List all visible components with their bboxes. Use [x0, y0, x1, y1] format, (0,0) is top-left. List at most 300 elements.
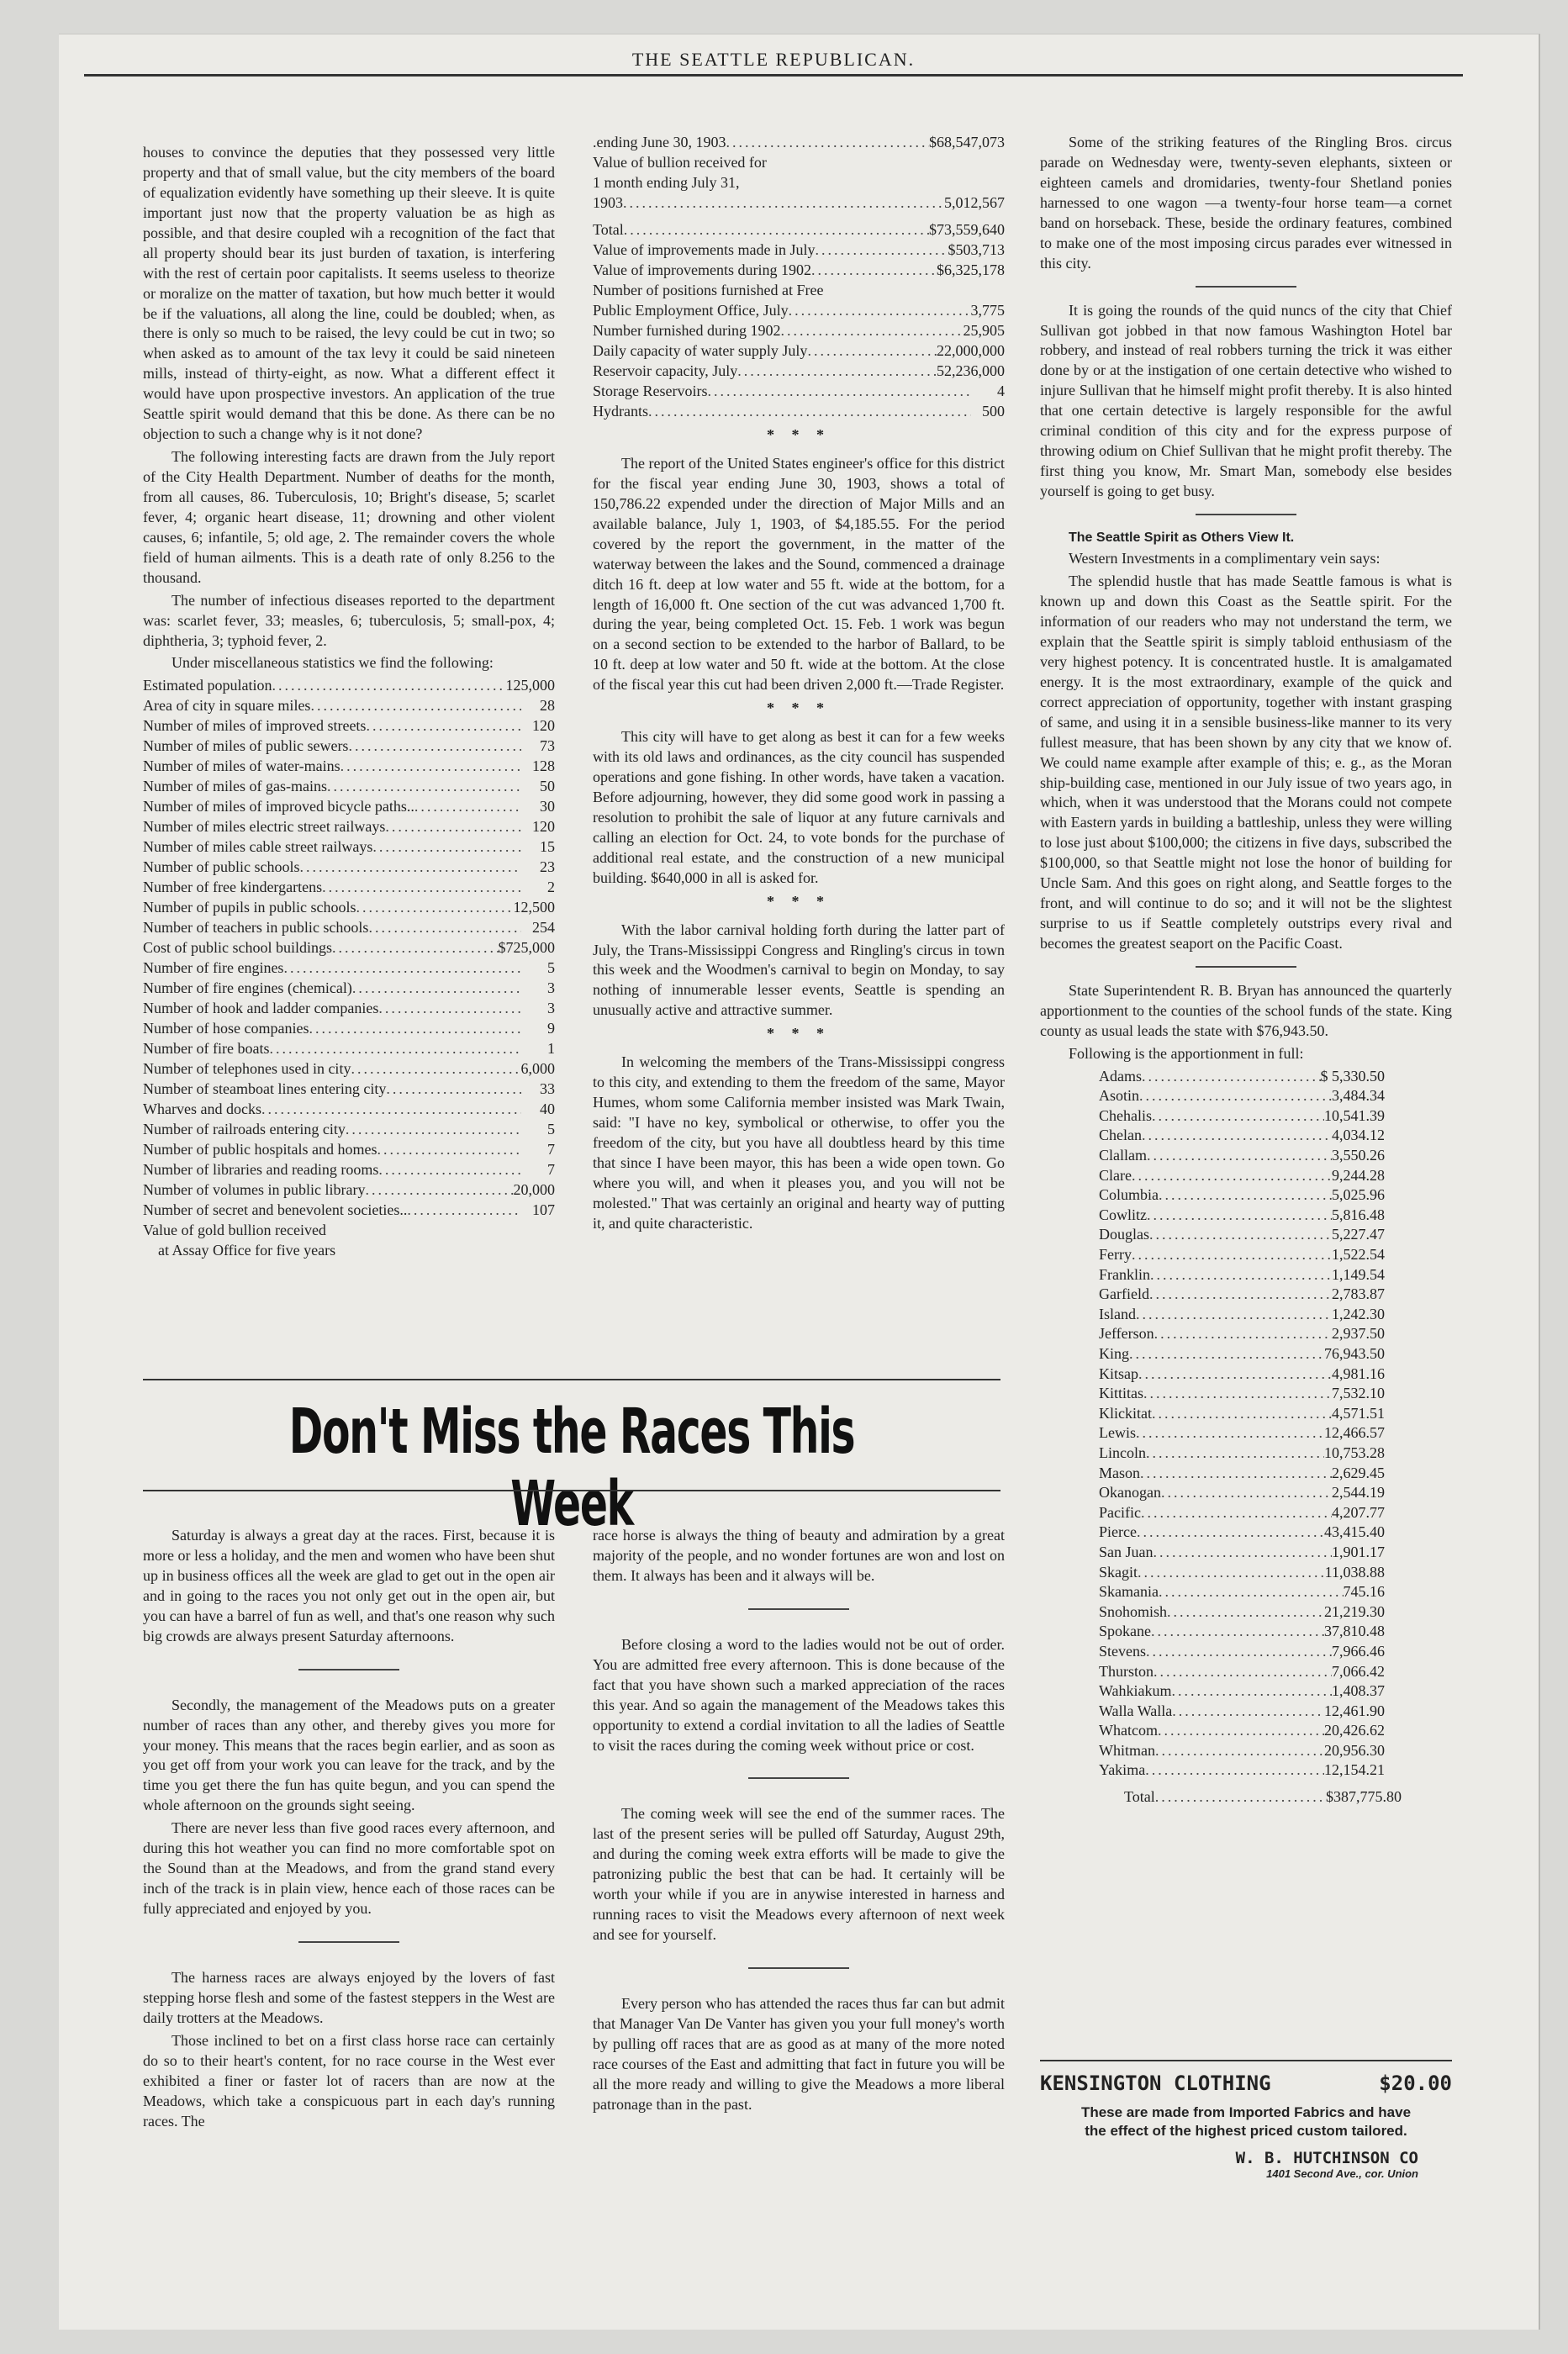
county-row	[1099, 1285, 1385, 1305]
dot-leader	[1136, 1423, 1324, 1444]
county-row	[1099, 1622, 1385, 1642]
county-row-value: 1,149.54	[1332, 1265, 1385, 1283]
county-row-label: Lewis	[1099, 1424, 1136, 1442]
county-row	[1099, 1721, 1385, 1741]
dot-leader	[1149, 1285, 1332, 1305]
dot-leader	[1141, 1503, 1332, 1523]
dot-leader	[1159, 1582, 1344, 1602]
county-row	[1099, 1364, 1385, 1385]
statistic-row	[143, 716, 555, 736]
improvement-row-value: 25,905	[963, 322, 1005, 339]
ad-title-product: KENSINGTON CLOTHING	[1040, 2072, 1271, 2095]
statistic-row-value: 3	[547, 1000, 555, 1017]
infectious-paragraph: The number of infectious diseases reported to the department was: scarlet fever, 33; measles, 6; tuberculosis, 5; small-pox, 4; diphtheria, 3; typhoid fever, 2.	[143, 591, 555, 649]
improvement-row-value: 52,236,000	[937, 362, 1005, 379]
county-row-label: Snohomish	[1099, 1602, 1168, 1620]
county-row-label: Franklin	[1099, 1265, 1150, 1283]
kensington-clothing-ad	[1040, 2060, 1452, 2180]
county-row-label: Clare	[1099, 1166, 1132, 1184]
sullivan-paragraph: It is going the rounds of the quid nuncs of the city that Chief Sullivan got jobbed in that now famous Washington Hotel bar robbery, and instead of real robbers turning the trick it was either done by or at the instigation of one certain detective who wished to injure Sullivan that he himself might profit thereby. It is also hinted that one certain detective is largely responsible for the awful criminal condition of this city and for the express purpose of throwing odium on Chief Sullivan that he might profit thereby. The first thing you know, Mr. Smart Man, somebody else besides yourself is going to get busy.	[1040, 301, 1452, 499]
dot-leader	[1143, 1384, 1332, 1404]
races-paragraph-five-races: There are never less than five good races every afternoon, and during this hot weather you can find no more comfortable spot on the Sound than at the Meadows, and from the grand stand every inch of the track is in plain view, hence each of those races can be fully appreciated and enjoyed by you.	[143, 1819, 555, 1917]
dot-leader	[299, 858, 521, 878]
county-row-label: Walla Walla	[1099, 1702, 1173, 1719]
dot-leader	[1147, 1146, 1332, 1166]
races-column-1	[143, 1526, 555, 2134]
dot-leader	[1129, 1344, 1324, 1364]
county-row	[1099, 1563, 1385, 1583]
county-row	[1099, 1185, 1385, 1206]
improvement-row	[593, 220, 1005, 240]
statistic-row-value: 2	[547, 879, 555, 896]
county-row-label: Lincoln	[1099, 1444, 1146, 1461]
county-row	[1099, 1702, 1385, 1722]
dot-leader	[332, 938, 499, 958]
dot-leader	[1145, 1760, 1324, 1781]
bullion-row	[593, 193, 1005, 214]
bullion-row-label: .ending June 30, 1903	[593, 134, 726, 150]
statistic-row-value: 20,000	[513, 1181, 555, 1199]
county-row-label: Garfield	[1099, 1285, 1149, 1303]
county-row-label: Wahkiakum	[1099, 1682, 1172, 1700]
statistic-row	[143, 777, 555, 797]
statistic-row-label: Number of hose companies	[143, 1020, 309, 1037]
county-row	[1099, 1384, 1385, 1404]
county-row	[1099, 1681, 1385, 1702]
short-divider	[748, 1608, 849, 1610]
county-row-value: 21,219.30	[1324, 1602, 1385, 1620]
improvement-row-value: $6,325,178	[937, 261, 1005, 278]
engineer-report-paragraph: The report of the United States engineer's office for this district for the fiscal year ending June 30, 1903, shows a total of 150,786.22 expended under the direction of Major Mills and an available balance, July 1, 1903, of $4,185.55. For the period covered by the report the government, in the matter of the waterway between the lakes and the Sound, commenced a drainage ditch 16 ft. deep at low water and 55 ft. wide at the bottom, for a length of 16,000 ft. One section of the cut was advanced 1,700 ft. during the year, being completed Oct. 15. Feb. 1 work was begun on a second section to be extended to the harbor of Ballard, to be 10 ft. deep at low water and 50 ft. wide at the bottom. At the close of the fiscal year this cut had been driven 2,000 ft.—Trade Register.	[593, 454, 1005, 694]
races-paragraph-saturday: Saturday is always a great day at the races. First, because it is more or less a holiday, and the men and women who have been shut up in business offices all the week are glad to get out in the open air and in going to the races you not only get out in the open air, but you can have a barrel of fun as well, and that's one reason why such big crowds are always present Saturday afternoons.	[143, 1527, 555, 1644]
races-banner-headline: Don't Miss the Races This Week	[288, 1396, 855, 1540]
masthead-rule	[84, 74, 1463, 77]
dot-leader	[1158, 1721, 1324, 1741]
county-row	[1099, 1404, 1385, 1424]
statistic-row-label: Number of miles cable street railways	[143, 838, 373, 856]
improvement-row-value: 3,775	[970, 302, 1005, 319]
county-row-value: 43,415.40	[1324, 1523, 1385, 1541]
statistic-row-label: Number of miles of improved streets	[143, 717, 367, 735]
statistic-row-value: 73	[540, 737, 555, 755]
dot-leader	[378, 999, 521, 1019]
statistic-row-value: 33	[540, 1080, 555, 1098]
statistic-row-value: 107	[532, 1201, 555, 1219]
dot-leader	[322, 878, 521, 898]
dot-leader	[1172, 1681, 1332, 1702]
statistic-row-label: Cost of public school buildings	[143, 939, 332, 957]
county-row	[1099, 1662, 1385, 1682]
county-row-label: Ferry	[1099, 1246, 1132, 1264]
county-row	[1099, 1423, 1385, 1444]
county-row-label: Whitman	[1099, 1741, 1155, 1759]
dot-leader	[365, 1180, 513, 1201]
dot-leader	[1138, 1563, 1325, 1583]
improvement-row	[593, 341, 1005, 362]
statistic-row	[143, 918, 555, 938]
dot-leader	[1142, 1067, 1321, 1087]
county-row-label: Spokane	[1099, 1623, 1151, 1640]
improvement-row	[593, 281, 1005, 301]
dot-leader	[1150, 1265, 1332, 1285]
ad-line-2: the effect of the highest priced custom tailored.	[1085, 2123, 1407, 2140]
tax-paragraph: houses to convince the deputies that they possessed very little property and that of small value, but the city members of the board of equalization evidently have something up their sleeve. It is quite important just now that the property valuation be as high as possible, and that desire coupled wih a recognition of the fact that all property should bear its just burden of taxation, is interfering with the rest of certain poor capitalists. It seems useless to theorize or moralize on the matter of taxation, but how much better it would be if the valuations, all along the line, could be doubled; when, as there is only so much to be raised, the levy could be cut in two; so when asked as to amount of the tax levy it could be said nineteen mills, instead of thirty-eight, as now. What a different effect it would have upon prospective investors. An application of the true Seattle spirit would demand that this be done. As there can be no objection to such a change why is it not done?	[143, 144, 555, 443]
statistic-row	[143, 1160, 555, 1180]
improvement-row-label: Number of positions furnished at Free	[593, 282, 824, 298]
county-row-label: Kitsap	[1099, 1364, 1138, 1382]
county-row-value: 5,816.48	[1332, 1206, 1385, 1223]
county-row	[1099, 1543, 1385, 1563]
dot-leader	[1138, 1364, 1332, 1385]
dot-leader	[1151, 1622, 1324, 1642]
short-divider	[1196, 286, 1296, 288]
county-row-value: 2,629.45	[1332, 1464, 1385, 1481]
improvement-row	[593, 382, 1005, 402]
circus-paragraph: Some of the striking features of the Ringling Bros. circus parade on Wednesday were, twenty-seven elephants, sixteen or eighteen camels and dromidaries, twenty-four Shetland ponies harnessed to one wagon —a twenty-four horse team—a cornet band on horseback. These, beside the ordinary features, combined to make one of the most imposing circus parades ever witnessed in this city.	[1040, 134, 1452, 272]
statistic-row-value: 6,000	[520, 1060, 555, 1078]
county-row-label: Asotin	[1099, 1087, 1140, 1105]
dot-leader	[341, 757, 521, 777]
apportionment-total-row	[1124, 1787, 1402, 1808]
statistic-row	[143, 1059, 555, 1079]
county-row-value: 1,408.37	[1332, 1682, 1385, 1700]
county-row-label: Thurston	[1099, 1662, 1154, 1680]
dot-leader	[1136, 1305, 1332, 1325]
ad-line-1: These are made from Imported Fabrics and have	[1080, 2104, 1412, 2120]
county-row	[1099, 1206, 1385, 1226]
statistic-row-value: 7	[547, 1161, 555, 1179]
statistic-row-value: 120	[532, 717, 555, 735]
races-paragraph-management: Secondly, the management of the Meadows puts on a greater number of races than any other, and thereby gives you more for your money. This means that the races begin earlier, and as soon as you get off from your work you can leave for the track, and by the time you get there the fun has quite begun, and you can spend the whole afternoon on the grounds sight seeing.	[143, 1696, 555, 1814]
column-1	[143, 143, 555, 1261]
county-row-label: Chelan	[1099, 1127, 1142, 1144]
county-row-label: Adams	[1099, 1067, 1142, 1085]
mayor-paragraph: In welcoming the members of the Trans-Mississippi congress to this city, and extending to them the freedom of the same, Mayor Humes, whom some California member insisted was Mark Twain, said: "I have no key, symbolical or otherwise, to offer you the freedom of the city, but you have all doubtless heard by this time that since I have been mayor, this has been a wide open town. Go where you will, and when it pleases you, and you will not be molested." That was certainly an original and hearty way of putting it, and quite characteristic.	[593, 1053, 1005, 1232]
county-row-value: 1,242.30	[1332, 1305, 1385, 1322]
county-row-value: 76,943.50	[1324, 1345, 1385, 1363]
section-divider-stars: * * *	[767, 892, 831, 910]
races-paragraph-harness: The harness races are always enjoyed by the lovers of fast stepping horse flesh and some of the fastest steppers in the West are daily trotters at the Meadows.	[143, 1968, 555, 2026]
improvement-row	[593, 362, 1005, 382]
improvement-row-label: Storage Reservoirs	[593, 383, 708, 399]
ad-description	[1040, 2103, 1452, 2140]
statistic-row-value: 120	[532, 818, 555, 836]
dot-leader	[385, 817, 521, 837]
statistic-row-value: 50	[540, 778, 555, 795]
county-row-value: 4,981.16	[1332, 1364, 1385, 1382]
improvement-row-value: $73,559,640	[929, 221, 1005, 238]
statistic-row	[143, 858, 555, 878]
county-row-value: 12,466.57	[1324, 1424, 1385, 1442]
ad-top-rule	[1040, 2060, 1452, 2061]
health-paragraph: The following interesting facts are drawn from the July report of the City Health Department. Number of deaths for the month, from all causes, 86. Tuberculosis, 10; Bright's disease, 5; scarlet fever, 4; organic heart disease, 11; drowning and other violent causes, 6; infantile, 5; old age, 2. The remainder covers the whole field of human ailments. This is a death rate of only 8.256 to the thousand.	[143, 448, 555, 586]
county-row	[1099, 1225, 1385, 1245]
county-row-value: 12,461.90	[1324, 1702, 1385, 1719]
dot-leader	[1154, 1662, 1332, 1682]
county-row-value: 2,544.19	[1332, 1484, 1385, 1502]
county-row-value: 9,244.28	[1332, 1166, 1385, 1184]
bullion-row	[593, 133, 1005, 153]
statistic-row	[143, 837, 555, 858]
dot-leader	[623, 193, 944, 214]
county-row-value: 1,901.17	[1332, 1543, 1385, 1560]
county-row-label: Jefferson	[1099, 1325, 1154, 1343]
county-row-value: $ 5,330.50	[1320, 1067, 1385, 1085]
dot-leader	[372, 837, 521, 858]
section-divider-stars: * * *	[767, 699, 831, 717]
county-row-value: 1,522.54	[1332, 1246, 1385, 1264]
statistic-row-value: 125,000	[505, 677, 555, 694]
masthead: THE SEATTLE REPUBLICAN.	[631, 49, 916, 70]
county-row-value: 12,154.21	[1324, 1761, 1385, 1779]
dot-leader	[1139, 1086, 1332, 1106]
county-row-value: 20,426.62	[1324, 1722, 1385, 1739]
dot-leader	[386, 1079, 521, 1100]
statistic-row-label: Number of miles electric street railways	[143, 818, 386, 836]
dot-leader	[269, 1039, 521, 1059]
dot-leader	[807, 341, 937, 362]
dot-leader	[283, 958, 521, 979]
statistic-row	[143, 1140, 555, 1160]
improvement-row-label: Value of improvements made in July	[593, 241, 816, 258]
races-paragraph-betting: Those inclined to bet on a first class horse race can certainly do so to their heart's content, for no race course in the West ever exhibited a finer or faster lot of racers than are now at the Meadows, which take a conspicuous part in each day's running races. The	[143, 2031, 555, 2130]
county-row-value: 4,034.12	[1332, 1127, 1385, 1144]
dot-leader	[737, 362, 937, 382]
improvement-row-label: Public Employment Office, July	[593, 302, 789, 319]
improvement-row-label: Number furnished during 1902	[593, 322, 781, 339]
seattle-spirit-paragraph: The splendid hustle that has made Seattle famous is what is known up and down this Coast as the Seattle spirit. For the information of our readers who may not understand the term, we explain that the Seattle spirit is simply tabloid enthusiasm of the very highest potency. It is concentrated hustle. It is amalgamated energy. It is the most extraordinary, example of the quick and correct appreciation of opportunity, together with instant grasping of same, and using it in a sensible business-like manner to its very fullest measure, that has been shown by any city that we know of. We could name example after example of this; e. g., as the Moran ship-building case, mentioned in our July issue of two years ago, in which, when it was understood that the Morans could not compete with Eastern yards in building a battleship, unless they were willing to lose just about $100,000; the citizens in five days, subscribed the $100,000, so that Seattle might not lose the honor of building for Uncle Sam. And this goes on right along, and Seattle forges to the front, and will continue to do so; and it will not be the slightest surprise to us if Seattle completely outstrips every rival and becomes the greatest seaport on the Pacific Coast.	[1040, 573, 1452, 953]
dot-leader	[815, 240, 948, 261]
improvement-row-value: 500	[982, 403, 1005, 420]
statistic-row	[143, 736, 555, 757]
statistic-row-label: Number of miles of improved bicycle paths..	[143, 798, 414, 815]
statistic-row-label: Number of miles of water-mains	[143, 757, 341, 775]
improvement-row-label: Daily capacity of water supply July	[593, 342, 808, 359]
statistic-row	[143, 878, 555, 898]
county-row-value: 2,783.87	[1332, 1285, 1385, 1303]
statistic-row-label: Number of telephones used in city	[143, 1060, 351, 1078]
bullion-statistics	[593, 133, 1005, 214]
county-row-label: Klickitat	[1099, 1404, 1152, 1422]
county-row	[1099, 1324, 1385, 1344]
short-divider	[748, 1777, 849, 1779]
dot-leader	[624, 220, 929, 240]
county-row	[1099, 1245, 1385, 1265]
dot-leader	[1155, 1741, 1324, 1761]
dot-leader	[378, 1160, 521, 1180]
dot-leader	[261, 1100, 521, 1120]
statistic-row-label: Number of public hospitals and homes	[143, 1141, 377, 1159]
statistic-row	[143, 958, 555, 979]
races-paragraph-manager: Every person who has attended the races thus far can but admit that Manager Van De Vanter has given you your full money's worth by pulling off races that are as good as at many of the more noted race courses of the East and admitting that fact in future you will be all the more ready and willing to give the Meadows a more liberal patronage than in the past.	[593, 1995, 1005, 2113]
short-divider	[1196, 514, 1296, 515]
county-row-label: Douglas	[1099, 1226, 1149, 1243]
county-row-value: 5,227.47	[1332, 1226, 1385, 1243]
dot-leader	[1152, 1404, 1332, 1424]
improvement-row	[593, 321, 1005, 341]
county-row	[1099, 1086, 1385, 1106]
statistic-row-value: 5	[547, 1121, 555, 1138]
dot-leader	[1161, 1483, 1332, 1503]
carnival-paragraph: With the labor carnival holding forth during the latter part of July, the Trans-Mississippi Congress and Ringling's circus in town this week and the Woodmen's carnival to begin on Monday, to say nothing of innumerable lesser events, Seattle is spending an unusually active and attractive summer.	[593, 921, 1005, 1019]
short-divider	[298, 1941, 399, 1943]
county-row	[1099, 1602, 1385, 1623]
banner-bottom-rule	[143, 1490, 1000, 1491]
ad-firm-name: W. B. HUTCHINSON CO	[1235, 2149, 1418, 2168]
county-row	[1099, 1503, 1385, 1523]
statistic-row-label: Number of miles of public sewers	[143, 737, 349, 755]
dot-leader	[352, 979, 521, 999]
statistic-row-value: 1	[547, 1040, 555, 1058]
county-row	[1099, 1265, 1385, 1285]
county-row-value: 7,066.42	[1332, 1662, 1385, 1680]
county-row-label: Skamania	[1099, 1583, 1159, 1601]
county-row	[1099, 1483, 1385, 1503]
bullion-row-value: 5,012,567	[944, 194, 1005, 211]
county-row-value: 4,207.77	[1332, 1503, 1385, 1521]
statistic-row-value: 30	[540, 798, 555, 815]
county-row-label: Okanogan	[1099, 1484, 1161, 1502]
dot-leader	[1146, 1642, 1332, 1662]
county-row-label: Cowlitz	[1099, 1206, 1147, 1223]
dot-leader	[707, 382, 971, 402]
dot-leader	[407, 1201, 521, 1221]
statistic-row	[143, 1180, 555, 1201]
county-row-label: Island	[1099, 1305, 1136, 1322]
county-row-value: 2,937.50	[1332, 1325, 1385, 1343]
statistic-row-value: 12,500	[513, 899, 555, 916]
short-divider	[1196, 966, 1296, 968]
dot-leader	[309, 1019, 521, 1039]
statistic-row-value: $725,000	[498, 939, 555, 957]
bullion-row	[593, 153, 1005, 173]
dot-leader	[726, 133, 929, 153]
improvement-row-label: Hydrants	[593, 403, 648, 420]
county-row-value: 4,571.51	[1332, 1404, 1385, 1422]
statistic-row-label: Number of railroads entering city	[143, 1121, 346, 1138]
statistic-row	[143, 999, 555, 1019]
county-row	[1099, 1305, 1385, 1325]
statistic-row	[143, 1120, 555, 1140]
statistic-row	[143, 797, 555, 817]
county-row-label: San Juan	[1099, 1543, 1154, 1560]
county-row-label: Stevens	[1099, 1642, 1146, 1660]
county-row-value: 5,025.96	[1332, 1186, 1385, 1204]
misc-intro: Under miscellaneous statistics we find the following:	[172, 654, 494, 672]
dot-leader	[780, 321, 963, 341]
dot-leader	[1167, 1602, 1324, 1623]
total-label: Total	[1124, 1788, 1155, 1806]
improvement-row-value: 4	[997, 383, 1005, 399]
county-row-label: Kittitas	[1099, 1385, 1143, 1402]
improvement-row-label: Value of improvements during 1902	[593, 261, 811, 278]
statistic-row	[143, 938, 555, 958]
dot-leader	[1154, 1324, 1332, 1344]
statistic-row-label: Number of fire engines	[143, 959, 284, 977]
dot-leader	[1137, 1523, 1324, 1543]
ad-title	[1040, 2072, 1452, 2095]
races-paragraph-beauty: race horse is always the thing of beauty and admiration by a great majority of the people, and no wonder fortunes are won and lost on them. It always has been and it always will be.	[593, 1527, 1005, 1584]
dot-leader	[1159, 1185, 1332, 1206]
county-row	[1099, 1146, 1385, 1166]
county-row-value: 10,541.39	[1324, 1106, 1385, 1124]
races-paragraph-ladies: Before closing a word to the ladies would not be out of order. You are admitted free every afternoon. This is done because of the fact that you have shown such a marked appreciation of the races this year. And so again the management of the Meadows takes this opportunity to extend a cordial invitation to all the ladies of Seattle to visit the races during the coming week without price or cost.	[593, 1635, 1005, 1754]
county-row	[1099, 1760, 1385, 1781]
dot-leader	[272, 676, 505, 696]
statistic-row-label: Number of miles of gas-mains	[143, 778, 327, 795]
county-row	[1099, 1741, 1385, 1761]
dot-leader	[368, 918, 521, 938]
ad-title-price: $20.00	[1379, 2072, 1452, 2095]
county-row-value: 10,753.28	[1324, 1444, 1385, 1461]
dot-leader	[348, 736, 521, 757]
county-row-label: Whatcom	[1099, 1722, 1158, 1739]
statistic-row-label: Number of free kindergartens	[143, 879, 323, 896]
bullion-row-label: 1 month ending July 31,	[593, 174, 740, 191]
races-column-2	[593, 1526, 1005, 2118]
dot-leader	[346, 1120, 521, 1140]
statistic-row-label: Number of public schools	[143, 858, 300, 876]
county-row-value: 3,550.26	[1332, 1147, 1385, 1164]
statistic-row-label: Number of pupils in public schools	[143, 899, 356, 916]
short-divider	[298, 1669, 399, 1670]
dot-leader	[1132, 1245, 1332, 1265]
county-row-label: Pacific	[1099, 1503, 1141, 1521]
dot-leader	[1155, 1787, 1326, 1808]
county-row-label: Clallam	[1099, 1147, 1147, 1164]
statistic-row-label: Number of secret and benevolent societies..	[143, 1201, 408, 1219]
apportionment-paragraph: State Superintendent R. B. Bryan has announced the quarterly apportionment to the counties of the school funds of the state. King county as usual leads the state with $76,943.50.	[1040, 981, 1452, 1039]
improvement-row	[593, 402, 1005, 422]
statistic-row-label: Wharves and docks	[143, 1100, 261, 1118]
statistic-row	[143, 1079, 555, 1100]
county-row	[1099, 1344, 1385, 1364]
dot-leader	[1154, 1543, 1333, 1563]
county-row	[1099, 1523, 1385, 1543]
county-row-value: 3,484.34	[1332, 1087, 1385, 1105]
county-row	[1099, 1106, 1385, 1127]
column-2	[593, 133, 1005, 1237]
seattle-spirit-heading: The Seattle Spirit as Others View It.	[1069, 530, 1295, 545]
county-row-label: Columbia	[1099, 1186, 1159, 1204]
statistic-row-value: 28	[540, 697, 555, 715]
county-row	[1099, 1126, 1385, 1146]
dot-leader	[1152, 1106, 1324, 1127]
dot-leader	[1142, 1126, 1332, 1146]
statistic-row	[143, 757, 555, 777]
statistic-row-value: 5	[547, 959, 555, 977]
county-row	[1099, 1067, 1385, 1087]
statistic-row-label: Estimated population	[143, 677, 272, 694]
county-row-value: 20,956.30	[1324, 1741, 1385, 1759]
statistic-row	[143, 676, 555, 696]
improvement-row-label: Reservoir capacity, July	[593, 362, 738, 379]
gold-line-2: at Assay Office for five years	[158, 1242, 336, 1259]
county-row-value: 11,038.88	[1324, 1563, 1385, 1581]
county-row-value: 7,532.10	[1332, 1385, 1385, 1402]
section-divider-stars: * * *	[767, 426, 831, 443]
ad-address: 1401 Second Ave., cor. Union	[1266, 2167, 1418, 2181]
dot-leader	[351, 1059, 520, 1079]
statistic-row	[143, 817, 555, 837]
section-divider-stars: * * *	[767, 1025, 831, 1042]
county-row-label: Mason	[1099, 1464, 1140, 1481]
dot-leader	[310, 696, 521, 716]
statistic-row-value: 23	[540, 858, 555, 876]
statistic-row-value: 3	[547, 979, 555, 997]
dot-leader	[377, 1140, 521, 1160]
improvement-row	[593, 301, 1005, 321]
